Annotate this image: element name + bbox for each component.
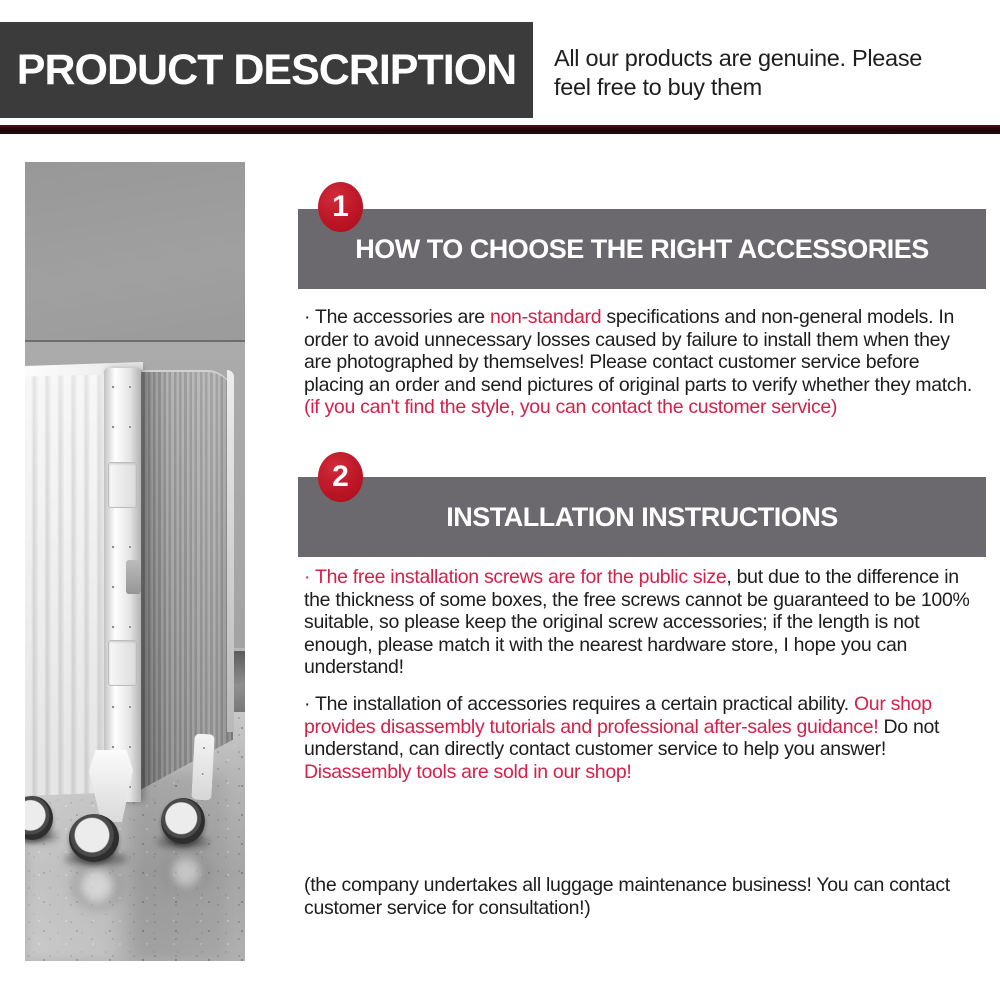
page-title: PRODUCT DESCRIPTION [16,45,517,94]
section-1-number-badge [318,182,363,232]
suitcase-ribbed-front [140,370,233,790]
footer-note: (the company undertakes all luggage maintenance business! You can contact customer service for consultation!) [304,874,950,919]
photo-wall-upper [25,162,245,340]
section-2-title: INSTALLATION INSTRUCTIONS [446,501,838,532]
suitcase-lock-tab [126,560,141,594]
suitcase-wheel [69,814,119,862]
text-segment: · The installation of accessories requires a certain practical ability. [304,693,854,715]
section-1-banner [298,209,986,289]
badge-number: 1 [332,190,349,223]
wheel-reflection [163,854,209,890]
header-tagline [554,44,974,102]
suitcase-wheel [161,798,205,844]
text-segment: Do not understand, can directly contact customer service to help you answer! [304,715,940,760]
tagline-line: All our products are genuine. Please [554,45,923,71]
text-segment: specifications and non-general models. In order to avoid unnecessary losses caused by failure to install them when they are photographed by themselves! Please contact customer service before placing an order and send pictures of original parts to verify whether they match. [304,306,973,396]
product-photo [25,162,245,961]
text-segment-red: (if you can't find the style, you can contact the customer service) [304,396,838,418]
section-2-banner [298,477,986,557]
header-banner [0,22,533,118]
section-2-number-badge [318,452,363,502]
section-2-paragraph-2 [304,693,980,783]
section-1-paragraph [304,306,980,419]
suitcase-chrome-edge [227,370,234,732]
suitcase-hinge [108,462,137,508]
text-segment: · The accessories are [304,306,490,328]
maroon-divider-bar [0,125,1000,134]
tagline-line: feel free to buy them [554,74,762,100]
text-segment-red: Our shop provides disassembly tutorials and professional after-sales guidance! [304,693,932,738]
text-segment-red: Disassembly tools are sold in our shop! [304,760,632,783]
text-segment-red: · The free installation screws are for the public size [304,566,727,588]
text-segment: , but due to the difference in the thickness of some boxes, the free screws cannot be guaranteed to be 100% suitable, so please keep the original screw accessories; if the length is not enough, please match it with the nearest hardware store, I hope you can understand! [304,566,970,678]
wheel-reflection [71,864,123,908]
suitcase-hinge [108,640,137,686]
text-segment-red: non-standard [489,306,602,328]
section-2-paragraph-1 [304,566,980,679]
suitcase-corner-brace [191,734,214,801]
badge-number: 2 [332,460,349,493]
section-1-title: HOW TO CHOOSE THE RIGHT ACCESSORIES [355,233,929,264]
